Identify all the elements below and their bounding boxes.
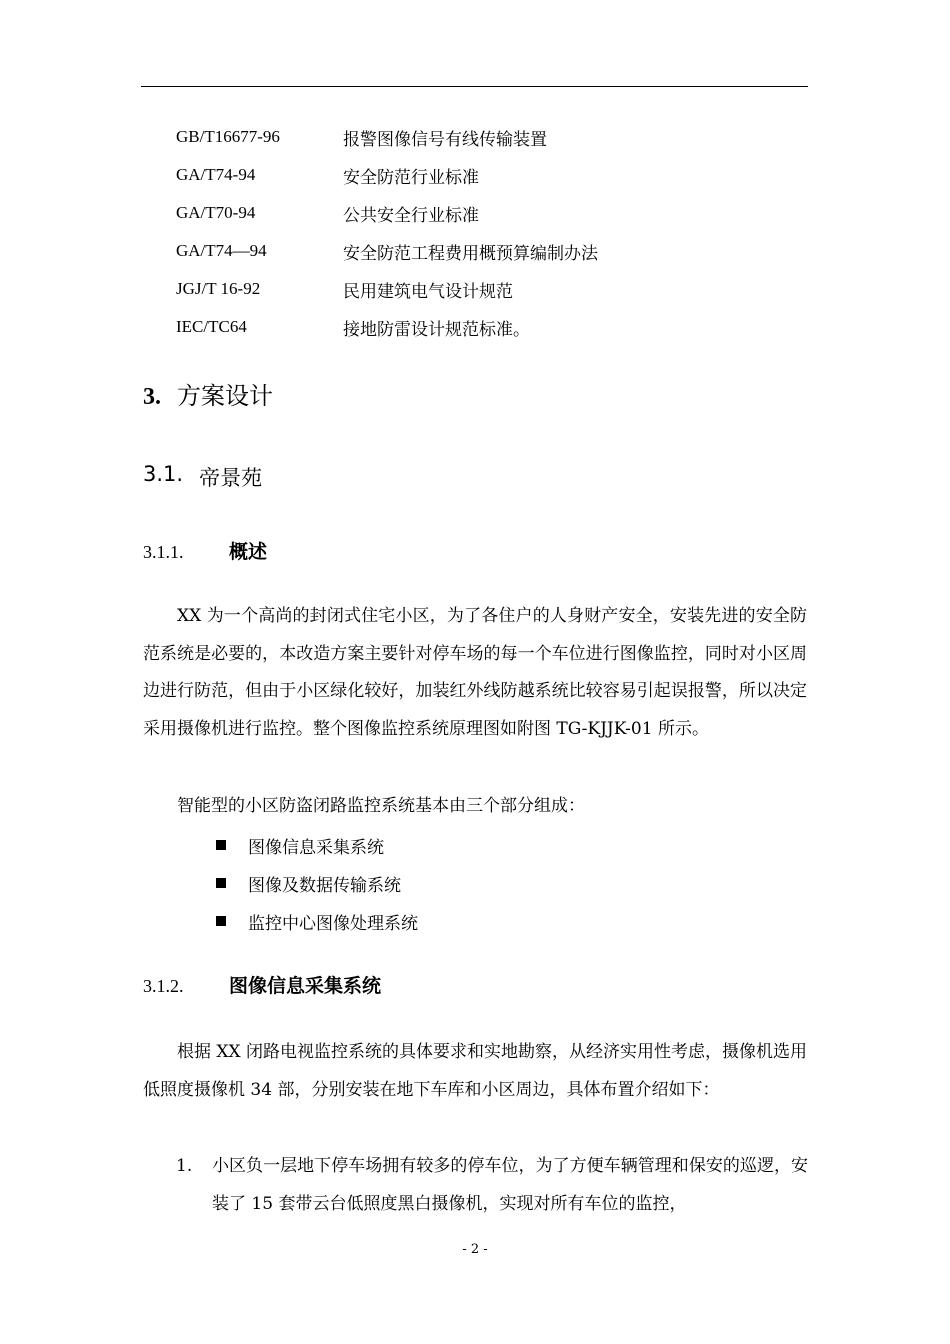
section-3-1-1-heading — [143, 537, 267, 564]
components-list — [216, 826, 418, 940]
standard-row — [176, 308, 598, 346]
standard-row — [176, 156, 598, 194]
standards-list — [176, 118, 598, 346]
standard-name: 安全防范工程费用概预算编制办法 — [343, 243, 598, 264]
standard-name: 安全防范行业标准 — [343, 167, 479, 188]
list-item — [216, 826, 418, 864]
section-title: 方案设计 — [177, 382, 273, 410]
standard-code: JGJ/T 16-92 — [176, 279, 261, 298]
standard-name: 民用建筑电气设计规范 — [343, 281, 513, 302]
standard-name: 接地防雷设计规范标准。 — [343, 319, 530, 340]
standard-code: IEC/TC64 — [176, 317, 247, 336]
section-number: 3.1.1. — [143, 542, 184, 562]
section-number: 3.1.2. — [143, 976, 184, 996]
section-3-1-heading — [143, 462, 262, 492]
list-item-text: 小区负一层地下停车场拥有较多的停车位，为了方便车辆管理和保安的巡逻，安装了 15 套带云台低照度黑白摄像机，实现对所有车位的监控， — [212, 1156, 808, 1214]
overview-paragraph — [143, 598, 807, 748]
paragraph-text: XX 为一个高尚的封闭式住宅小区，为了各住户的人身财产安全，安装先进的安全防范系统是必要的，本改造方案主要针对停车场的每一个车位进行图像监控，同时对小区周边进行防范，但由于小区绿化较好，加装红外线防越系统比较容易引起误报警，所以决定采用摄像机进行监控。整个图像监控系统原理图如附图 TG-KJJK-01 所示。 — [143, 606, 807, 739]
numbered-list-item — [176, 1148, 808, 1223]
components-intro — [143, 788, 807, 826]
section-title: 概述 — [229, 541, 268, 563]
section-3-heading — [143, 376, 273, 411]
standard-code: GA/T74—94 — [176, 241, 267, 260]
section-number: 3.1. — [143, 462, 184, 486]
list-marker: 1. — [176, 1156, 193, 1176]
page-number: - 2 - — [462, 1242, 488, 1257]
section-title: 帝景苑 — [199, 466, 263, 490]
list-item-text: 图像及数据传输系统 — [248, 875, 401, 896]
paragraph-text: 根据 XX 闭路电视监控系统的具体要求和实地勘察，从经济实用性考虑，摄像机选用低照度摄像机 34 部，分别安装在地下车库和小区周边，具体布置介绍如下： — [143, 1042, 808, 1100]
header-rule — [141, 86, 808, 87]
standard-name: 公共安全行业标准 — [343, 205, 479, 226]
list-item — [216, 864, 418, 902]
section-title: 图像信息采集系统 — [229, 975, 382, 997]
standard-row — [176, 232, 598, 270]
list-item — [216, 902, 418, 940]
capture-system-paragraph — [143, 1034, 807, 1109]
bullet-square-icon — [216, 840, 226, 850]
bullet-square-icon — [216, 916, 226, 926]
list-item-text: 监控中心图像处理系统 — [248, 913, 418, 934]
section-3-1-2-heading — [143, 971, 381, 998]
standard-row — [176, 118, 598, 156]
paragraph-text: 智能型的小区防盗闭路监控系统基本由三个部分组成： — [177, 796, 585, 816]
standard-name: 报警图像信号有线传输装置 — [343, 129, 547, 150]
bullet-square-icon — [216, 878, 226, 888]
standard-code: GB/T16677-96 — [176, 127, 280, 146]
standard-row — [176, 270, 598, 308]
list-item-text: 图像信息采集系统 — [248, 837, 384, 858]
section-number: 3. — [143, 384, 161, 410]
standard-code: GA/T70-94 — [176, 203, 256, 222]
standard-code: GA/T74-94 — [176, 165, 256, 184]
standard-row — [176, 194, 598, 232]
